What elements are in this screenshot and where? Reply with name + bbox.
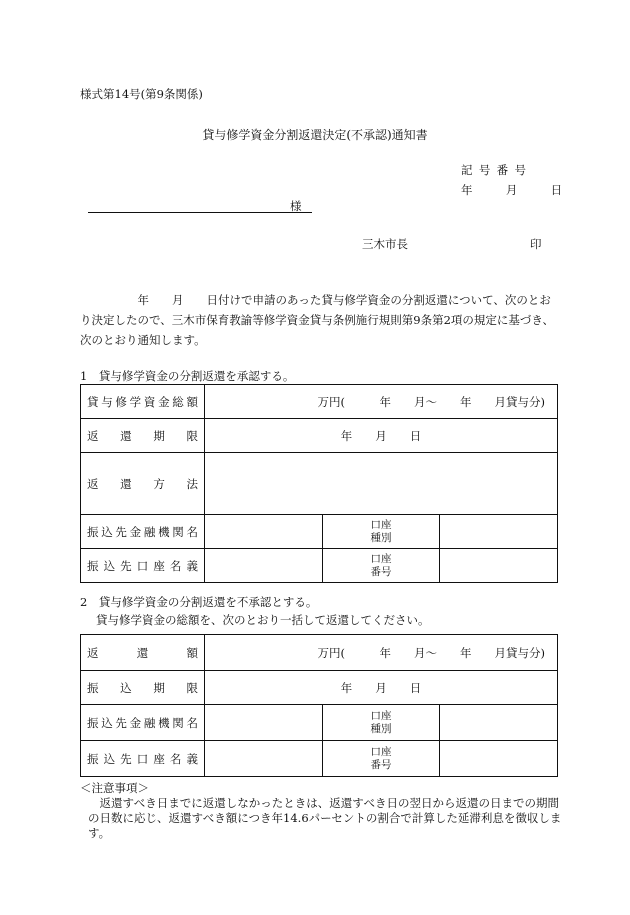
notice-paragraph: 年 月 日付けで申請のあった貸与修学資金の分割返還について、次のとおり決定したので、三木市保育教諭等修学資金貸与条例施行規則第9条第2項の規定に基づき、次のとおり通知します。 — [80, 293, 554, 347]
table-row — [81, 741, 558, 777]
reference-number-label: 記号番号 — [461, 163, 533, 177]
date-day-label: 日 — [550, 183, 563, 197]
form-number: 様式第14号(第9条関係) — [80, 87, 203, 101]
account-number-value — [440, 741, 558, 777]
table-row — [81, 705, 558, 741]
sender-name: 三木市長 — [362, 237, 408, 251]
bank-name-label: 振込先金融機関名 — [81, 705, 205, 741]
account-holder-value — [205, 741, 323, 777]
method-label: 返還方法 — [81, 453, 205, 515]
table-row — [81, 385, 558, 419]
table-row — [81, 635, 558, 671]
notes-heading: ＜注意事項＞ — [80, 781, 149, 795]
notes-text: 返還すべき日までに返還しなかったときは、返還すべき日の翌日から返還の日までの期間の日数に応じ、返還すべき額につき年14.6パーセントの割合で計算した延滞利息を徴収します。 — [88, 796, 562, 840]
date-month-label: 月 — [505, 183, 518, 197]
account-type-value — [440, 515, 558, 549]
account-number-value — [440, 549, 558, 583]
account-type-value — [440, 705, 558, 741]
section2-heading: 2 貸与修学資金の分割返還を不承認とする。 — [80, 595, 318, 609]
account-holder-label: 振込先口座名義 — [81, 741, 205, 777]
table-row — [81, 515, 558, 549]
account-type-label: 口座 種別 — [322, 705, 440, 741]
bank-name-value — [205, 515, 323, 549]
issue-date — [461, 182, 562, 198]
addressee-suffix: 様 — [290, 199, 302, 213]
total-amount-value: 万円( 年 月～ 年 月貸与分) — [205, 385, 558, 419]
seal-mark: 印 — [530, 237, 542, 251]
approval-table — [80, 384, 558, 583]
method-value — [205, 453, 558, 515]
table-row — [81, 671, 558, 705]
account-number-label: 口座 番号 — [322, 741, 440, 777]
table-row — [81, 419, 558, 453]
rejection-table — [80, 634, 558, 777]
total-amount-label: 貸与修学資金総額 — [81, 385, 205, 419]
bank-name-label: 振込先金融機関名 — [81, 515, 205, 549]
account-type-label: 口座 種別 — [322, 515, 440, 549]
transfer-deadline-label: 振込期限 — [81, 671, 205, 705]
account-number-label: 口座 番号 — [322, 549, 440, 583]
date-year-label: 年 — [461, 183, 473, 197]
deadline-value: 年 月 日 — [205, 419, 558, 453]
deadline-label: 返還期限 — [81, 419, 205, 453]
repayment-amount-value: 万円( 年 月～ 年 月貸与分) — [205, 635, 558, 671]
table-row — [81, 453, 558, 515]
account-holder-value — [205, 549, 323, 583]
account-holder-label: 振込先口座名義 — [81, 549, 205, 583]
bank-name-value — [205, 705, 323, 741]
section1-heading: 1 貸与修学資金の分割返還を承認する。 — [80, 369, 295, 383]
repayment-amount-label: 返還額 — [81, 635, 205, 671]
table-row — [81, 549, 558, 583]
transfer-deadline-value: 年 月 日 — [205, 671, 558, 705]
document-title: 貸与修学資金分割返還決定(不承認)通知書 — [202, 128, 428, 142]
addressee-line — [88, 212, 312, 213]
section2-subheading: 貸与修学資金の総額を、次のとおり一括して返還してください。 — [96, 613, 430, 627]
